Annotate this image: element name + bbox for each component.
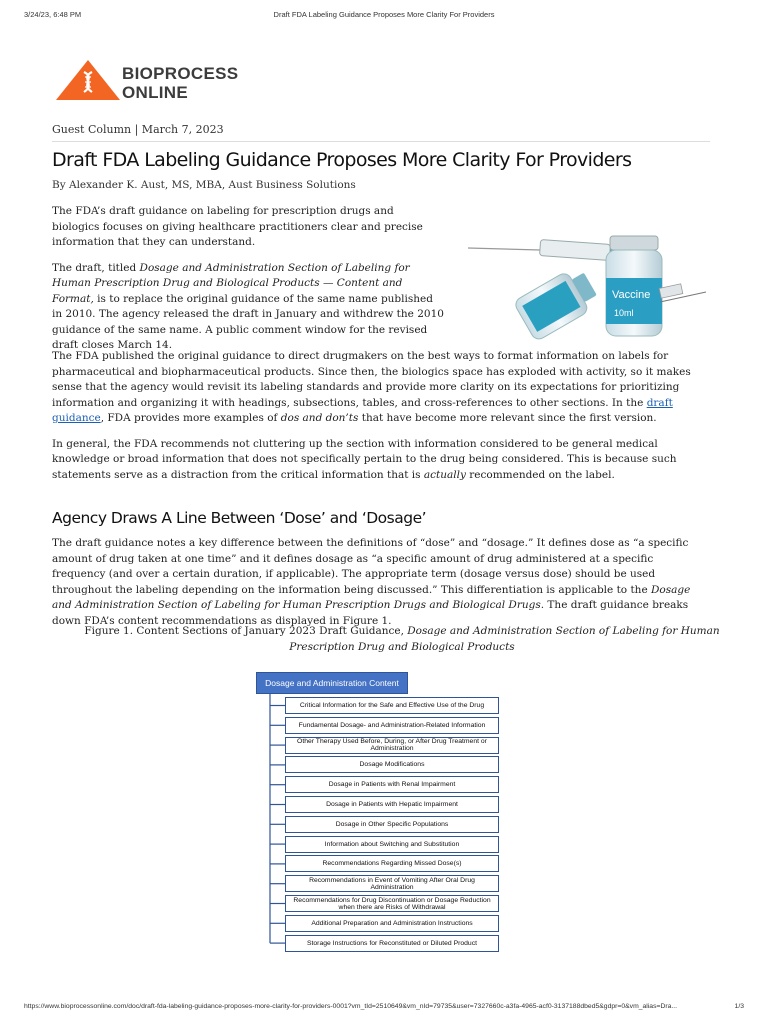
header-divider bbox=[52, 141, 710, 142]
column-date-line: Guest Column | March 7, 2023 bbox=[52, 123, 224, 136]
article-body-narrow bbox=[52, 204, 444, 364]
diagram-item-6: Dosage in Patients with Hepatic Impairment bbox=[285, 796, 499, 813]
diagram-item-11: Recommendations for Drug Discontinuation or Dosage Reduction when there are Risks of Withdrawal bbox=[285, 895, 499, 912]
logo-text-line1: BIOPROCESS bbox=[122, 64, 239, 83]
article-title: Draft FDA Labeling Guidance Proposes More Clarity For Providers bbox=[52, 149, 632, 171]
paragraph-4: In general, the FDA recommends not cluttering up the section with information considered to be general medical knowledge or broad information that does not specifically pertain to the drug being considered. This is because such statements serve as a distraction from the critical information that is actually recommended on the label. bbox=[52, 437, 677, 481]
section-heading: Agency Draws A Line Between ‘Dose’ and ‘Dosage’ bbox=[52, 509, 427, 527]
draft-guidance-link[interactable]: draft guidance bbox=[52, 396, 673, 424]
diagram-item-1: Critical Information for the Safe and Effective Use of the Drug bbox=[285, 697, 499, 714]
diagram-item-7: Dosage in Other Specific Populations bbox=[285, 816, 499, 833]
bioprocess-online-logo[interactable] bbox=[56, 60, 256, 104]
logo-mark-icon bbox=[56, 60, 120, 102]
diagram-item-5: Dosage in Patients with Renal Impairment bbox=[285, 776, 499, 793]
byline: By Alexander K. Aust, MS, MBA, Aust Business Solutions bbox=[52, 179, 356, 191]
diagram-item-9: Recommendations Regarding Missed Dose(s) bbox=[285, 855, 499, 872]
paragraph-3: The FDA published the original guidance to direct drugmakers on the best ways to format information on labels for pharmaceutical and biopharmaceutical products. Since then, the biologics space has exploded with activity, so it makes sense that the agency would revisit its labeling standards and provide more clarity on its expectations for prioritizing information and organizing it with headings, subsections, tables, and cross-references to other sections. In the draft guidance, FDA provides more examples of dos and don’ts that have become more relevant since the first version. bbox=[52, 350, 691, 424]
diagram-root-box: Dosage and Administration Content bbox=[256, 672, 408, 694]
vial-dose-text: 10ml bbox=[614, 308, 634, 318]
page-number: 1/3 bbox=[734, 1003, 744, 1010]
diagram-item-4: Dosage Modifications bbox=[285, 756, 499, 773]
diagram-item-3: Other Therapy Used Before, During, or After Drug Treatment or Administration bbox=[285, 737, 499, 754]
vial-label-text: Vaccine bbox=[612, 289, 651, 301]
article-body-wide bbox=[52, 349, 708, 493]
logo-text-line2: ONLINE bbox=[122, 83, 189, 102]
paragraph-2: The draft, titled Dosage and Administration Section of Labeling for Human Prescription Drug and Biological Products — Content and Format, is to replace the original guidance of the same name published in 2010. The agency released the draft in January and withdrew the 2010 guidance of the same name. A public comment window for the revised draft closes March 14. bbox=[52, 261, 444, 351]
paragraph-5: The draft guidance notes a key difference between the definitions of “dose” and “dosage.” It defines dose as “a specific amount of drug taken at one time” and it defines dosage as “a specific amount of drug administered at a specific frequency (and over a certain duration, if applicable). The appropriate term (dosage versus dose) should be used throughout the labeling depending on the information being discussed.” This differentiation is applicable to the Dosage and Administration Section of Labeling for Human Prescription Drugs and Biological Drugs. The draft guidance breaks down FDA’s content recommendations as displayed in Figure 1. bbox=[52, 537, 691, 627]
diagram-item-12: Additional Preparation and Administration Instructions bbox=[285, 915, 499, 932]
diagram-item-8: Information about Switching and Substitution bbox=[285, 836, 499, 853]
diagram-item-13: Storage Instructions for Reconstituted or Diluted Product bbox=[285, 935, 499, 952]
figure-caption: Figure 1. Content Sections of January 2023 Draft Guidance, Dosage and Administration Section of Labeling for Human Prescription Drug and Biological Products bbox=[84, 625, 720, 653]
paragraph-1: The FDA’s draft guidance on labeling for prescription drugs and biologics focuses on giving healthcare practitioners clear and precise information that they can understand. bbox=[52, 205, 423, 248]
print-datetime: 3/24/23, 6:48 PM bbox=[24, 10, 82, 19]
print-title: Draft FDA Labeling Guidance Proposes More Clarity For Providers bbox=[273, 10, 495, 19]
vaccine-vial-image bbox=[460, 206, 712, 356]
diagram-item-2: Fundamental Dosage- and Administration-Related Information bbox=[285, 717, 499, 734]
print-url: https://www.bioprocessonline.com/doc/draft-fda-labeling-guidance-proposes-more-clarity-for-providers-0001?vm_tId=2510649&vm_nId=79735&user=7327660c-a3fa-4965-acf0-3137188dbed5&gdpr=0&vm_alias=Dra... bbox=[24, 1003, 678, 1010]
diagram-item-10: Recommendations in Event of Vomiting After Oral Drug Administration bbox=[285, 875, 499, 892]
